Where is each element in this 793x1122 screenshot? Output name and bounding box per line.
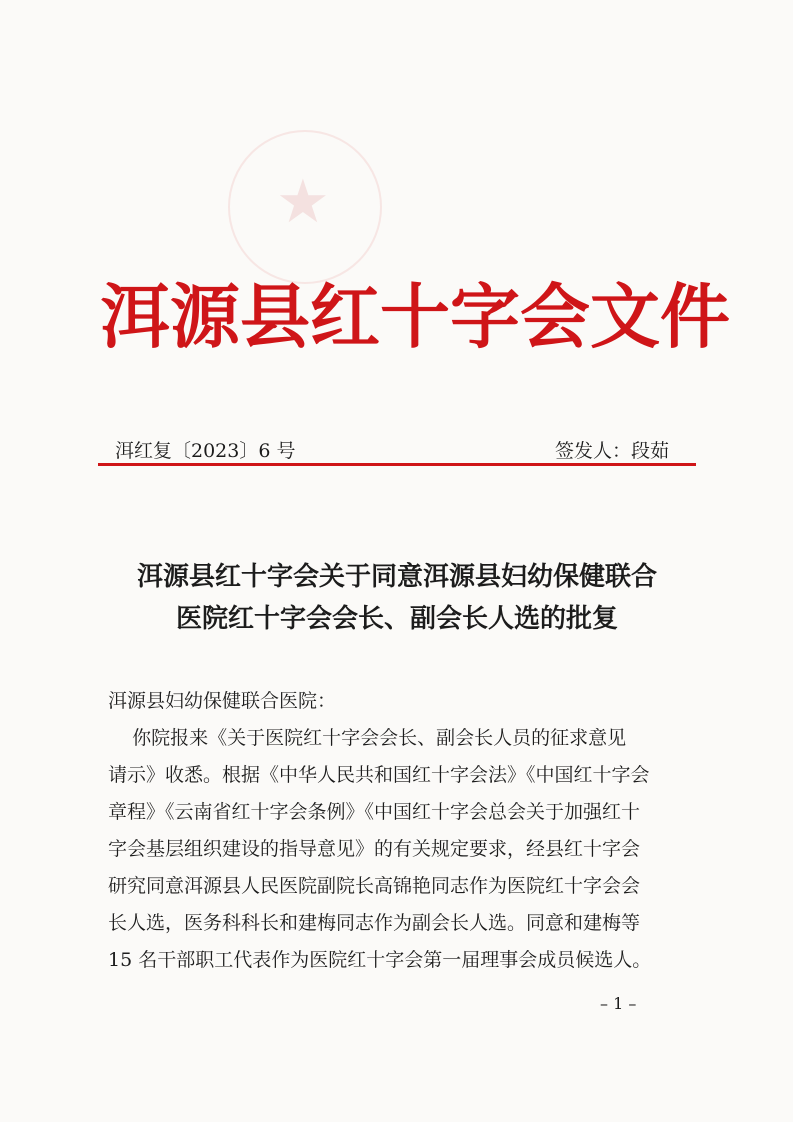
body-line: 章程》《云南省红十字会条例》《中国红十字会总会关于加强红十 [108,801,641,823]
document-header-title: 洱源县红十字会文件 [100,275,730,358]
page-number: – 1 – [600,994,637,1013]
body-line: 15 名干部职工代表作为医院红十字会第一届理事会成员候选人。 [108,949,652,971]
star-icon: ★ [276,167,330,237]
document-subject [96,556,698,640]
body-line: 你院报来《关于医院红十字会会长、副会长人员的征求意见 [108,727,627,749]
issuer-signature: 签发人：段茹 [554,440,669,462]
subject-line: 洱源县红十字会关于同意洱源县妇幼保健联合 [136,562,657,592]
body-line: 研究同意洱源县人民医院副院长高锦艳同志作为医院红十字会会 [108,875,641,897]
body-paragraph [108,720,698,979]
body-line: 长人选，医务科科长和建梅同志作为副会长人选。同意和建梅等 [108,912,641,934]
body-line: 字会基层组织建设的指导意见》的有关规定要求，经县红十字会 [108,838,641,860]
body-line: 请示》收悉。根据《中华人民共和国红十字会法》《中国红十字会 [108,764,650,786]
document-number: 洱红复〔2023〕6 号 [115,440,296,462]
salutation: 洱源县妇幼保健联合医院： [108,690,337,712]
subject-line: 医院红十字会会长、副会长人选的批复 [175,604,618,634]
seal-stamp [228,130,382,284]
red-divider [98,463,696,466]
